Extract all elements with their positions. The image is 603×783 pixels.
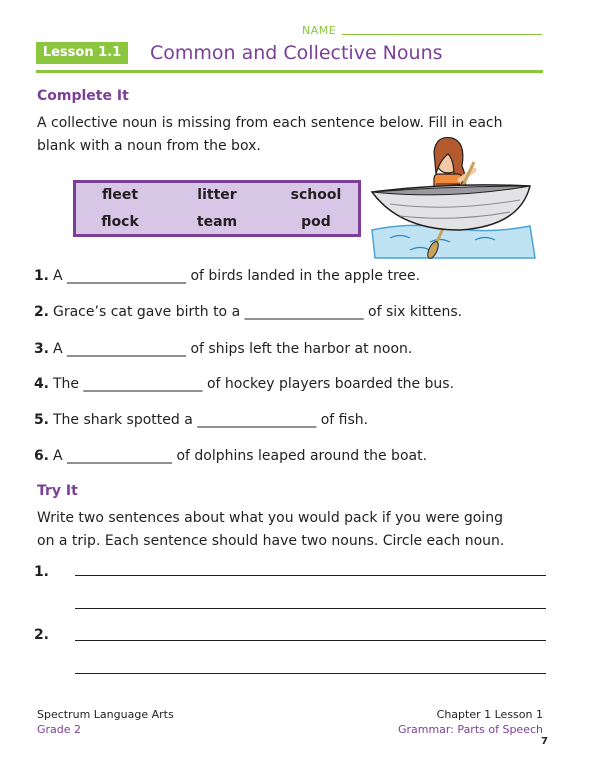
complete-it-instructions-1: A collective noun is missing from each sentence below. Fill in each (37, 115, 503, 131)
try-it-instructions-2: on a trip. Each sentence should have two nouns. Circle each noun. (37, 533, 505, 549)
try-it-item-number: 2. (33, 627, 49, 643)
writing-line[interactable] (75, 575, 546, 576)
writing-line[interactable] (75, 608, 546, 609)
try-it-item-number: 1. (33, 564, 49, 580)
lesson-badge: Lesson 1.1 (36, 42, 128, 64)
try-it-heading: Try It (37, 483, 78, 499)
exercise-item (15, 448, 427, 464)
title-divider (36, 70, 543, 73)
word-box-item: school (290, 187, 342, 203)
word-box (73, 180, 361, 237)
exercise-item (15, 268, 420, 284)
footer-book-title: Spectrum Language Arts (37, 708, 174, 721)
exercise-item (15, 412, 368, 428)
complete-it-heading: Complete It (37, 88, 129, 104)
writing-line[interactable] (75, 640, 546, 641)
item-number: 5. (33, 412, 49, 428)
girl-rowing-boat-illustration (370, 130, 540, 260)
name-line (342, 34, 542, 35)
item-number: 3. (33, 341, 49, 357)
name-label: NAME (302, 24, 337, 37)
writing-line[interactable] (75, 673, 546, 674)
item-text: A _________________ of birds landed in the apple tree. (53, 268, 421, 284)
word-box-item: flock (101, 214, 139, 230)
item-number: 6. (33, 448, 49, 464)
exercise-item (15, 376, 454, 392)
footer-chapter: Chapter 1 Lesson 1 (436, 708, 543, 721)
item-number: 4. (33, 376, 49, 392)
page-title: Common and Collective Nouns (150, 42, 443, 64)
footer-topic: Grammar: Parts of Speech (397, 723, 543, 736)
footer-grade: Grade 2 (37, 723, 82, 736)
page-number: 7 (541, 736, 548, 747)
item-number: 1. (33, 268, 49, 284)
complete-it-instructions-2: blank with a noun from the box. (37, 138, 261, 154)
item-text: A _________________ of ships left the harbor at noon. (53, 341, 413, 357)
exercise-item (15, 341, 412, 357)
try-it-instructions-1: Write two sentences about what you would pack if you were going (37, 510, 503, 526)
word-box-item: team (196, 214, 238, 230)
item-text: The _________________ of hockey players boarded the bus. (53, 376, 455, 392)
exercise-item (15, 304, 462, 320)
item-text: Grace’s cat gave birth to a _________________ of six kittens. (53, 304, 463, 320)
word-box-item: pod (301, 214, 331, 230)
item-text: A _______________ of dolphins leaped around the boat. (53, 448, 428, 464)
word-box-item: litter (197, 187, 237, 203)
item-number: 2. (33, 304, 49, 320)
word-box-item: fleet (101, 187, 139, 203)
item-text: The shark spotted a _________________ of fish. (53, 412, 369, 428)
